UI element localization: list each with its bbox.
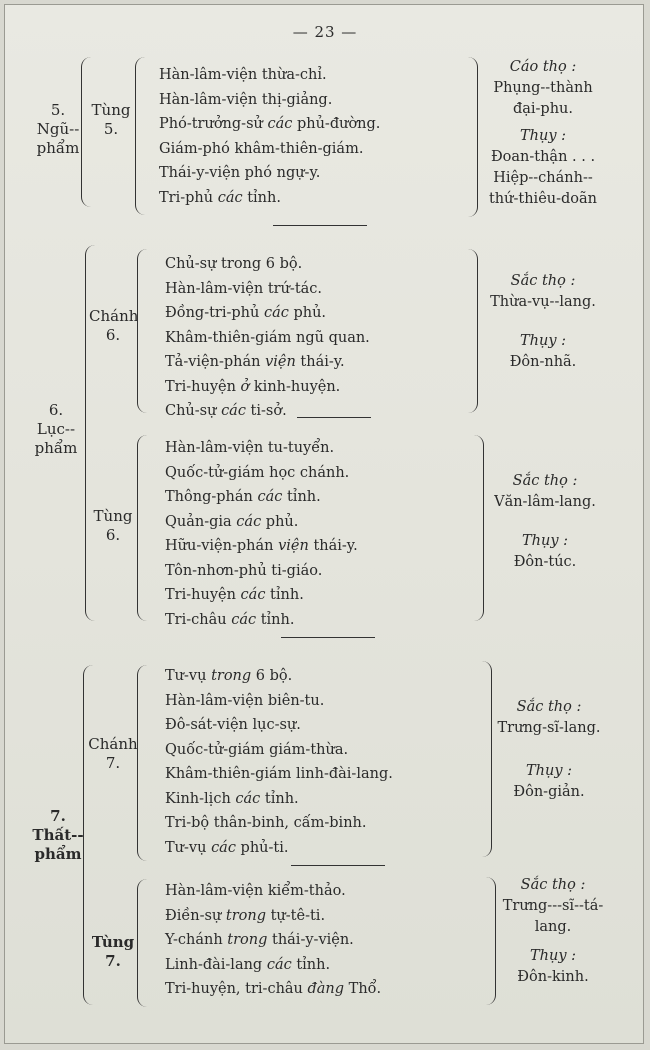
sub-label-tung-6: Tùng 6. [93, 507, 133, 544]
sub-label-tung-7: Tùng 7. [91, 933, 135, 970]
office-line: Hàn-lâm-viện tu-tuyển. [165, 440, 335, 456]
divider [273, 225, 367, 226]
offices-tung-6 [165, 436, 358, 632]
tung-7-brace [137, 879, 148, 1007]
office-line: Phó-trưởng-sử các phủ-đường. [159, 116, 381, 132]
titles-6a-brace [467, 249, 478, 413]
office-line: Quốc-tử-giám giám-thừa. [165, 741, 349, 758]
office-line: Hữu-viện-phán viện thái-y. [165, 538, 358, 554]
office-line: Tôn-nhơn-phủ ti-giáo. [165, 562, 323, 579]
offices-chanh-6 [165, 252, 370, 424]
office-line: Chủ-sự các ti-sở. [165, 403, 287, 419]
office-line: Thái-y-viện phó ngự-y. [159, 165, 321, 181]
divider [281, 637, 375, 638]
office-line: Khâm-thiên-giám linh-đài-lang. [165, 766, 393, 782]
titles-chanh-7: Sắc thọ : Trưng-sĩ-lang. Thụy : Đôn-giản. [497, 699, 601, 800]
divider [291, 865, 385, 866]
offices-chanh-7 [165, 664, 393, 860]
chanh-6-brace [137, 249, 148, 413]
office-line: Hàn-lâm-viện thừa-chỉ. [159, 67, 327, 83]
tung-5-brace [135, 57, 146, 215]
office-line: Tả-viện-phán viện thái-y. [165, 354, 345, 370]
office-line: Tư-vụ các phủ-ti. [165, 839, 289, 856]
rank-label-7: 7. Thất-- phẩm [32, 807, 84, 863]
office-line: Hàn-lâm-viện trứ-tác. [165, 280, 323, 297]
titles-7b-brace [485, 877, 496, 1005]
titles-7a-brace [481, 661, 492, 857]
office-line: Linh-đài-lang các tỉnh. [165, 956, 331, 973]
office-line: Khâm-thiên-giám ngũ quan. [165, 329, 370, 346]
document-page [4, 4, 644, 1044]
offices-tung-5 [159, 63, 380, 210]
divider [297, 417, 371, 418]
page-number: — 23 — [292, 23, 358, 41]
office-line: Điền-sự trong tự-tê-ti. [165, 907, 326, 924]
titles-tung-7: Sắc thọ : Trưng---sĩ--tá- lang. Thụy : Đôn-kinh. [502, 877, 604, 985]
office-line: Tri-huyện ở kinh-huyện. [165, 378, 341, 395]
office-line: Tri-huyện các tỉnh. [165, 587, 304, 603]
rank-6-brace [85, 245, 96, 621]
office-line: Quản-gia các phủ. [165, 513, 299, 530]
titles-6b-brace [473, 435, 484, 621]
office-line: Đồng-tri-phủ các phủ. [165, 305, 327, 321]
office-line: Quốc-tử-giám học chánh. [165, 464, 350, 481]
office-line: Kinh-lịch các tỉnh. [165, 790, 299, 807]
sub-label-tung-5: Tùng 5. [91, 101, 131, 138]
office-line: Tri-châu các tỉnh. [165, 611, 295, 628]
titles-tung-6: Sắc thọ : Văn-lâm-lang. Thụy : Đôn-túc. [494, 473, 596, 570]
titles-5-brace [467, 57, 478, 217]
office-line: Hàn-lâm-viện biên-tu. [165, 692, 325, 709]
office-line: Hàn-lâm-viện thị-giảng. [159, 91, 333, 108]
rank-label-6: 6. Lục-- phẩm [34, 401, 78, 457]
office-line: Tri-phủ các tỉnh. [159, 189, 281, 206]
office-line: Đô-sát-viện lục-sự. [165, 717, 301, 733]
office-line: Hàn-lâm-viện kiểm-thảo. [165, 883, 346, 899]
sub-label-chanh-7: Chánh 7. [88, 735, 138, 772]
office-line: Chủ-sự trong 6 bộ. [165, 256, 303, 272]
office-line: Tư-vụ trong 6 bộ. [165, 668, 293, 684]
office-line: Tri-huyện, tri-châu đàng Thổ. [165, 981, 382, 997]
titles-chanh-6: Sắc thọ : Thừa-vụ--lang. Thụy : Đôn-nhã. [490, 273, 596, 370]
office-line: Tri-bộ thân-binh, cấm-binh. [165, 815, 367, 831]
chanh-7-brace [137, 665, 148, 861]
office-line: Thông-phán các tỉnh. [165, 489, 321, 505]
office-line: Y-chánh trong thái-y-viện. [165, 932, 354, 948]
sub-label-chanh-6: Chánh 6. [89, 307, 139, 344]
offices-tung-7 [165, 879, 381, 1002]
titles-tung-5: Cáo thọ : Phụng--thành đại-phu. Thụy : Đoan-thận . . . Hiệp--chánh-- thứ-thiêu-doãn [488, 59, 598, 207]
tung-6-brace [137, 435, 148, 621]
office-line: Giám-phó khâm-thiên-giám. [159, 140, 364, 157]
rank-label-5: 5. Ngũ-- phẩm [36, 101, 80, 157]
